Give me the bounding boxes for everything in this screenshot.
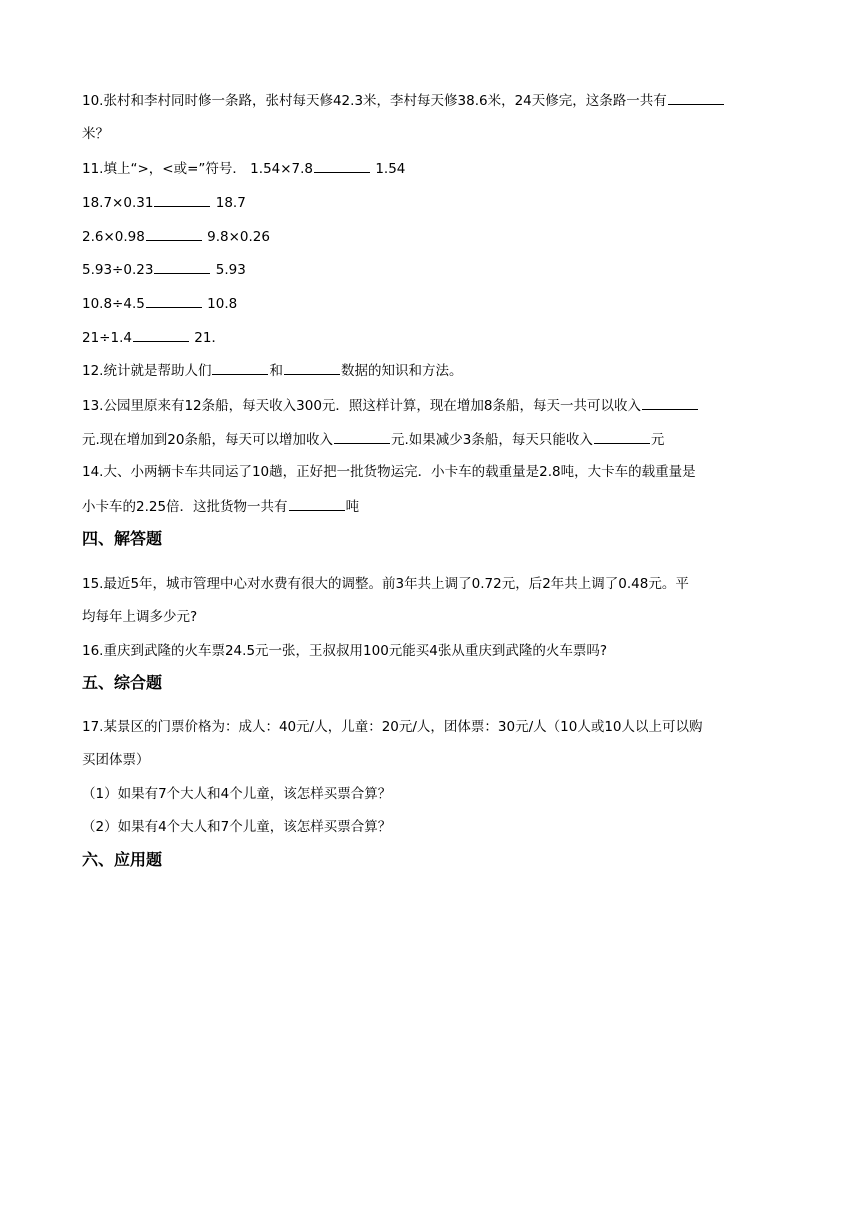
question-11-line-3 — [82, 226, 782, 247]
question-11-line-1 — [82, 158, 782, 179]
answer-blank[interactable] — [146, 226, 202, 241]
question-10-line-1 — [82, 90, 782, 111]
question-text: 元.如果减少3条船，每天只能收入 — [390, 432, 593, 448]
answer-blank[interactable] — [284, 360, 340, 375]
question-text: 21÷1.4 — [82, 330, 132, 346]
question-17-part-2: （2）如果有4个大人和7个儿童，该怎样买票合算？ — [82, 819, 392, 835]
answer-blank[interactable] — [314, 158, 370, 173]
answer-blank[interactable] — [642, 395, 698, 410]
question-text: 5.93 — [211, 262, 246, 278]
question-11-line-2 — [82, 192, 782, 213]
question-13-line-1 — [82, 395, 782, 416]
answer-blank[interactable] — [289, 496, 345, 511]
question-13-line-2 — [82, 429, 782, 450]
question-text: 和 — [269, 363, 283, 379]
answer-blank[interactable] — [212, 360, 268, 375]
question-text: 10.8÷4.5 — [82, 296, 145, 312]
answer-blank[interactable] — [594, 429, 650, 444]
answer-blank[interactable] — [668, 90, 724, 105]
question-11-line-4 — [82, 259, 782, 280]
question-text: 11.填上“>，<或=”符号． 1.54×7.8 — [82, 161, 314, 177]
answer-blank[interactable] — [334, 429, 390, 444]
question-17-line-2: 买团体票） — [82, 752, 150, 768]
question-text: 10.张村和李村同时修一条路，张村每天修42.3米，李村每天修38.6米，24天修完，这条路一共有 — [82, 93, 667, 109]
question-12 — [82, 360, 782, 381]
question-text: 吨 — [345, 499, 360, 515]
question-17-part-1: （1）如果有7个大人和4个儿童，该怎样买票合算？ — [82, 786, 392, 802]
question-11-line-6 — [82, 327, 782, 348]
question-text: 5.93÷0.23 — [82, 262, 154, 278]
answer-blank[interactable] — [154, 192, 210, 207]
question-text: 数据的知识和方法。 — [340, 363, 463, 379]
question-text: 10.8 — [202, 296, 238, 312]
answer-blank[interactable] — [146, 293, 202, 308]
answer-blank[interactable] — [133, 327, 189, 342]
question-17-line-1: 17.某景区的门票价格为：成人：40元/人，儿童：20元/人，团体票：30元/人（10人或10人以上可以购 — [82, 719, 703, 735]
question-text: 2.6×0.98 — [82, 229, 145, 245]
question-14-line-1 — [82, 462, 782, 482]
answer-blank[interactable] — [154, 259, 210, 274]
question-text: 14.大、小两辆卡车共同运了10趟，正好把一批货物运完．小卡车的载重量是2.8吨，大卡车的载重量是 — [82, 464, 696, 480]
question-text: 18.7 — [211, 195, 246, 211]
question-16: 16.重庆到武隆的火车票24.5元一张，王叔叔用100元能买4张从重庆到武隆的火车票吗? — [82, 643, 608, 659]
question-text: 元.现在增加到20条船，每天可以增加收入 — [82, 432, 333, 448]
question-text: 21． — [189, 330, 225, 346]
question-14-line-2 — [82, 496, 782, 517]
section-heading-5: 五、综合题 — [82, 673, 163, 692]
question-10-line-2 — [82, 124, 782, 144]
question-15-line-1: 15.最近5年，城市管理中心对水费有很大的调整。前3年共上调了0.72元，后2年共上调了0.48元。平 — [82, 576, 689, 592]
question-11-line-5 — [82, 293, 782, 314]
question-text: 18.7×0.31 — [82, 195, 154, 211]
question-text: 米？ — [82, 126, 109, 142]
section-heading-4: 四、解答题 — [82, 529, 163, 548]
question-text: 12.统计就是帮助人们 — [82, 363, 212, 379]
question-text: 小卡车的2.25倍．这批货物一共有 — [82, 499, 288, 515]
question-15-line-2: 均每年上调多少元? — [82, 609, 198, 625]
section-heading-6: 六、应用题 — [82, 850, 163, 869]
question-text: 13.公园里原来有12条船，每天收入300元．照这样计算，现在增加8条船，每天一共可以收入 — [82, 398, 642, 414]
question-text: 9.8×0.26 — [202, 229, 270, 245]
question-text: 1.54 — [371, 161, 406, 177]
question-text: 元 — [650, 432, 665, 448]
